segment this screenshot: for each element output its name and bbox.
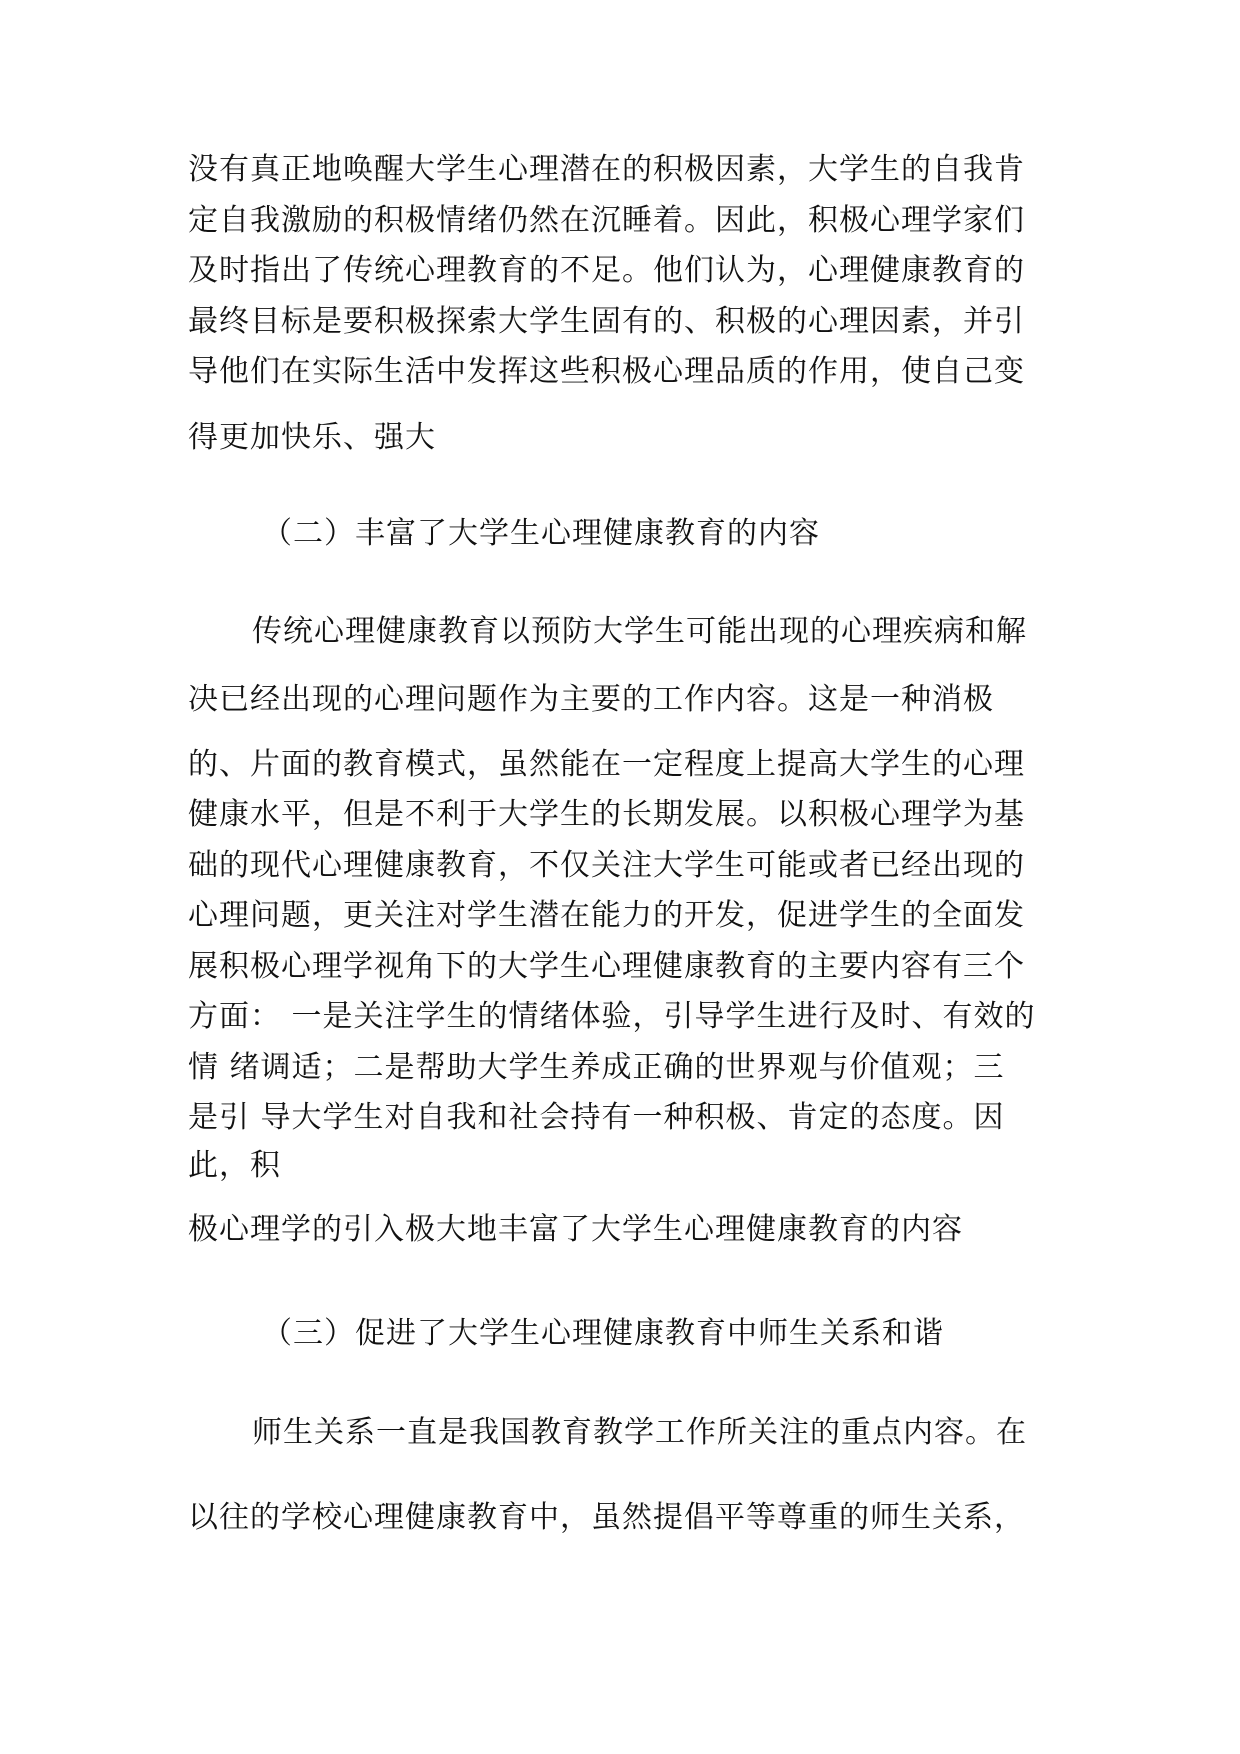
text-line: 以往的学校心理健康教育中，虽然提倡平等尊重的师生关系， bbox=[188, 1500, 1025, 1535]
text-line: 最终目标是要积极探索大学生固有的、积极的心理因素，并引 bbox=[188, 304, 1025, 339]
text-line: 师生关系一直是我国教育教学工作所关注的重点内容。在 bbox=[252, 1415, 1027, 1450]
text-line: 定自我激励的积极情绪仍然在沉睡着。因此，积极心理学家们 bbox=[188, 203, 1025, 238]
text-line: 决已经出现的心理问题作为主要的工作内容。这是一种消极 bbox=[188, 682, 994, 717]
text-line: 极心理学的引入极大地丰富了大学生心理健康教育的内容 bbox=[188, 1212, 963, 1247]
text-line: 及时指出了传统心理教育的不足。他们认为，心理健康教育的 bbox=[188, 253, 1025, 288]
section-heading: （三）促进了大学生心理健康教育中师生关系和谐 bbox=[262, 1316, 944, 1351]
text-line: 展积极心理学视角下的大学生心理健康教育的主要内容有三个 bbox=[188, 949, 1025, 984]
text-line: 得更加快乐、强大 bbox=[188, 420, 436, 455]
text-line: 情 绪调适；二是帮助大学生养成正确的世界观与价值观；三 bbox=[188, 1050, 1005, 1085]
text-line: 传统心理健康教育以预防大学生可能出现的心理疾病和解 bbox=[252, 614, 1027, 649]
text-line: 没有真正地唤醒大学生心理潜在的积极因素，大学生的自我肯 bbox=[188, 152, 1025, 187]
text-line: 心理问题，更关注对学生潜在能力的开发，促进学生的全面发 bbox=[188, 898, 1025, 933]
text-line: 是引 导大学生对自我和社会持有一种积极、肯定的态度。因 bbox=[188, 1100, 1005, 1135]
text-line: 此，积 bbox=[188, 1148, 281, 1183]
text-line: 础的现代心理健康教育，不仅关注大学生可能或者已经出现的 bbox=[188, 848, 1025, 883]
text-line: 方面： 一是关注学生的情绪体验，引导学生进行及时、有效的 bbox=[188, 999, 1036, 1034]
text-line: 导他们在实际生活中发挥这些积极心理品质的作用，使自己变 bbox=[188, 354, 1025, 389]
text-line: 的、片面的教育模式，虽然能在一定程度上提高大学生的心理 bbox=[188, 747, 1025, 782]
section-heading: （二）丰富了大学生心理健康教育的内容 bbox=[262, 516, 820, 551]
text-line: 健康水平，但是不利于大学生的长期发展。以积极心理学为基 bbox=[188, 797, 1025, 832]
